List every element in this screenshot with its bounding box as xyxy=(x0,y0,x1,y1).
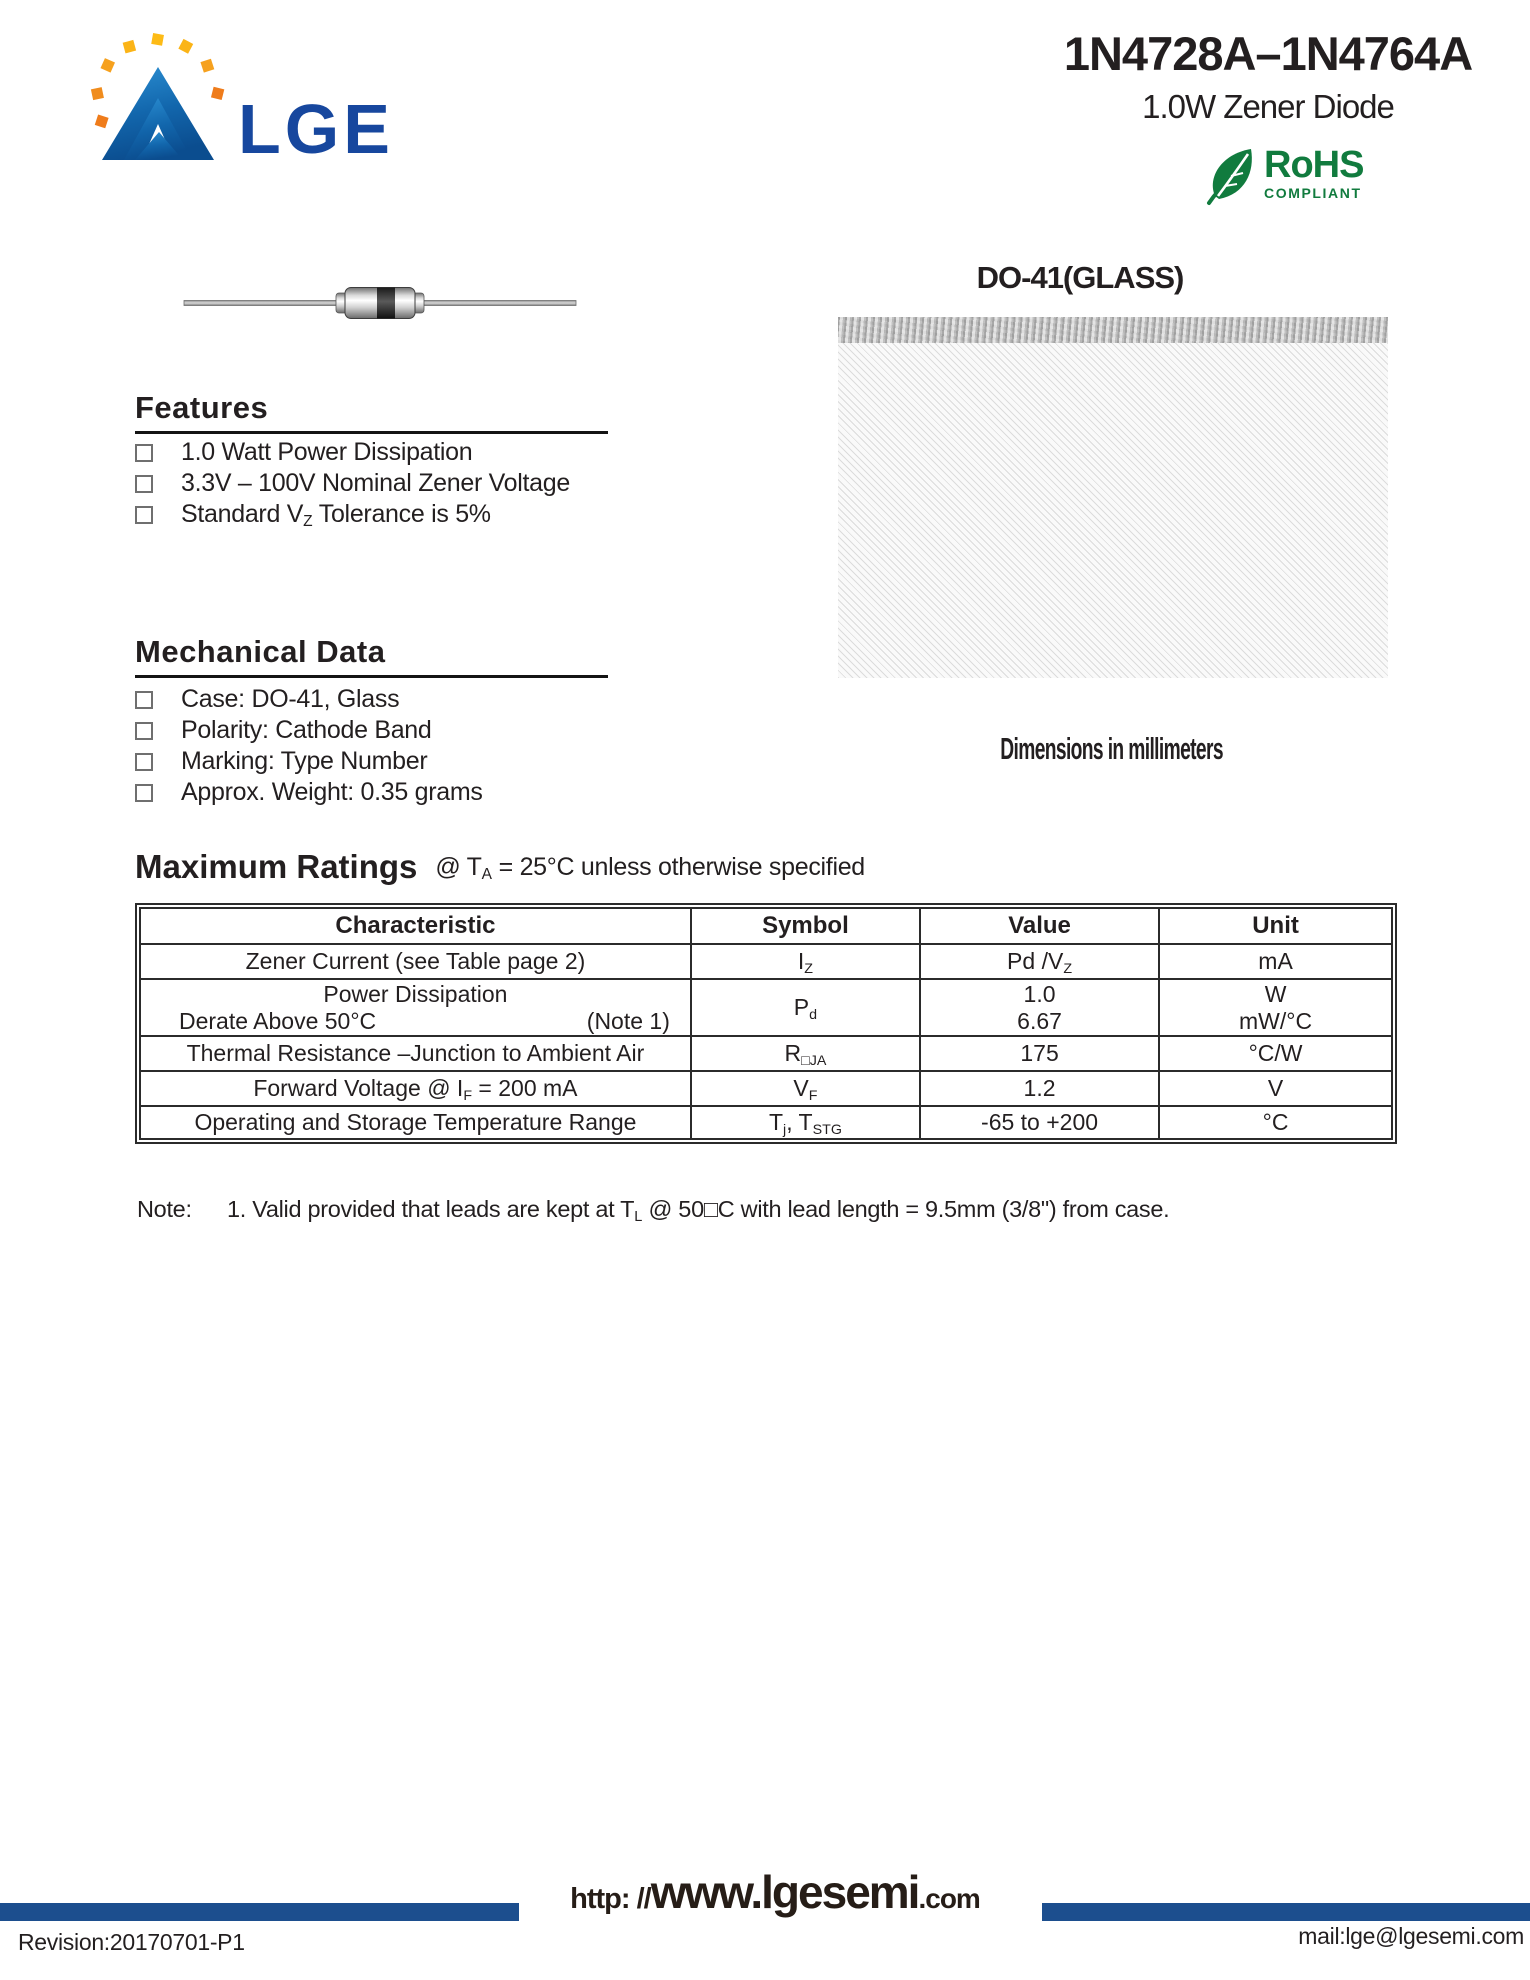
col-header-unit: Unit xyxy=(1159,908,1392,944)
cell-characteristic: Operating and Storage Temperature Range xyxy=(140,1106,691,1139)
cell-symbol: $T_j$, $T_{STG}$ xyxy=(691,1106,920,1139)
characteristic-line1: Power Dissipation xyxy=(323,981,508,1008)
feature-item xyxy=(135,468,570,499)
bullet-square-icon xyxy=(135,475,153,493)
package-caption: Dimensions in millimeters xyxy=(1000,731,1224,766)
bullet-square-icon xyxy=(135,753,153,771)
page-title: 1N4728A–1N4764A xyxy=(1063,27,1473,80)
unit-line1: W xyxy=(1264,981,1287,1008)
cell-characteristic: Zener Current (see Table page 2) xyxy=(140,944,691,979)
mechanical-heading-rule xyxy=(135,675,608,678)
contact-email: mail:lge@lgesemi.com xyxy=(1298,1923,1524,1949)
table-row xyxy=(140,1071,1392,1106)
bullet-square-icon xyxy=(135,784,153,802)
package-heading: DO-41(GLASS) xyxy=(976,260,1184,295)
mechanical-item-label: Approx. Weight: 0.35 grams xyxy=(181,778,483,806)
revision-label: Revision:20170701-P1 xyxy=(18,1929,245,1955)
cell-value: 1.2 xyxy=(920,1071,1159,1106)
cell-value xyxy=(920,979,1159,1036)
rohs-leaf-icon xyxy=(1205,146,1259,206)
cell-symbol: $R_{□JA}$ xyxy=(691,1036,920,1071)
lge-logo xyxy=(60,20,260,165)
cell-value: Pd $/V_Z$ xyxy=(920,944,1159,979)
bullet-square-icon xyxy=(135,444,153,462)
cell-symbol: $P_d$ xyxy=(691,979,920,1036)
mechanical-item xyxy=(135,715,483,746)
feature-item-label: 1.0 Watt Power Dissipation xyxy=(181,438,473,466)
mechanical-item-label: Polarity: Cathode Band xyxy=(181,716,432,744)
cell-characteristic: Thermal Resistance –Junction to Ambient Air xyxy=(140,1036,691,1071)
cell-value: 175 xyxy=(920,1036,1159,1071)
value-line1: 1.0 xyxy=(1023,981,1056,1008)
table-row xyxy=(140,1036,1392,1071)
url-main: www.lgesemi xyxy=(650,1866,919,1918)
package-drawing-placeholder xyxy=(838,317,1388,678)
logo-mountain-icon xyxy=(102,67,214,160)
cell-symbol: $I_Z$ xyxy=(691,944,920,979)
mechanical-item-label: Marking: Type Number xyxy=(181,747,428,775)
col-header-value: Value xyxy=(920,908,1159,944)
ratings-table xyxy=(139,907,1393,1140)
features-heading: Features xyxy=(135,390,269,425)
page-subtitle: 1.0W Zener Diode xyxy=(1142,88,1394,125)
footnote xyxy=(137,1196,1170,1226)
footnote-label: Note: xyxy=(137,1196,192,1222)
cell-unit xyxy=(1159,979,1392,1036)
feature-item-label: Standard $V_Z$ Tolerance is 5% xyxy=(181,500,491,531)
note-reference: (Note 1) xyxy=(586,1007,670,1034)
bullet-square-icon xyxy=(135,691,153,709)
cell-unit: V xyxy=(1159,1071,1392,1106)
mechanical-item xyxy=(135,684,483,715)
characteristic-line2: Derate Above 50°C xyxy=(179,1007,377,1034)
mechanical-heading: Mechanical Data xyxy=(135,634,386,669)
cell-unit: °C/W xyxy=(1159,1036,1392,1071)
url-suffix: .com xyxy=(918,1883,980,1914)
mechanical-section-heading-block xyxy=(135,636,608,678)
mechanical-item xyxy=(135,777,483,808)
table-row xyxy=(140,944,1392,979)
bullet-square-icon xyxy=(135,722,153,740)
cell-value: -65 to +200 xyxy=(920,1106,1159,1139)
rohs-badge xyxy=(1205,146,1363,206)
features-heading-rule xyxy=(135,431,608,434)
footer-website-url xyxy=(505,1864,1045,1922)
col-header-symbol: Symbol xyxy=(691,908,920,944)
ratings-table-frame xyxy=(135,903,1397,1144)
brand-wordmark: LGE xyxy=(238,90,394,168)
footer-divider-left xyxy=(0,1903,519,1921)
cell-characteristic: Forward Voltage @ $I_F = 200$ mA xyxy=(140,1071,691,1106)
feature-item-label: 3.3V – 100V Nominal Zener Voltage xyxy=(181,469,570,497)
table-row xyxy=(140,1106,1392,1139)
ratings-heading: Maximum Ratings xyxy=(135,848,418,885)
rohs-label: RoHS xyxy=(1264,144,1364,186)
ratings-heading-row xyxy=(135,850,865,883)
package-drawing-texture-band xyxy=(838,317,1388,343)
cell-symbol: $V_F$ xyxy=(691,1071,920,1106)
footer-divider-right xyxy=(1042,1903,1530,1921)
cell-characteristic xyxy=(140,979,691,1036)
ratings-condition: @ $T_A = 25^\circ C$ unless otherwise specified xyxy=(435,853,865,884)
feature-item xyxy=(135,437,570,468)
table-header-row xyxy=(140,908,1392,944)
footnote-text: 1. Valid provided that leads are kept at $T_L$ @ 50□C with lead length = 9.5mm (3/8") from case. xyxy=(227,1196,1170,1226)
mechanical-item-label: Case: DO-41, Glass xyxy=(181,685,400,713)
value-line2: 6.67 xyxy=(1017,1007,1062,1034)
package-drawing-texture-body xyxy=(838,343,1388,678)
cell-unit: mA xyxy=(1159,944,1392,979)
characteristic-line2-row xyxy=(141,1008,690,1034)
features-list xyxy=(135,437,570,530)
bullet-square-icon xyxy=(135,506,153,524)
rohs-compliant-label: COMPLIANT xyxy=(1264,185,1362,201)
table-row xyxy=(140,979,1392,1036)
features-section-heading-block xyxy=(135,392,608,434)
unit-line2: mW/°C xyxy=(1239,1007,1313,1034)
feature-item xyxy=(135,499,570,530)
cell-unit: °C xyxy=(1159,1106,1392,1139)
diode-illustration xyxy=(180,278,580,328)
mechanical-item xyxy=(135,746,483,777)
mechanical-list xyxy=(135,684,483,808)
url-prefix: http: // xyxy=(570,1883,651,1915)
col-header-characteristic: Characteristic xyxy=(140,908,691,944)
